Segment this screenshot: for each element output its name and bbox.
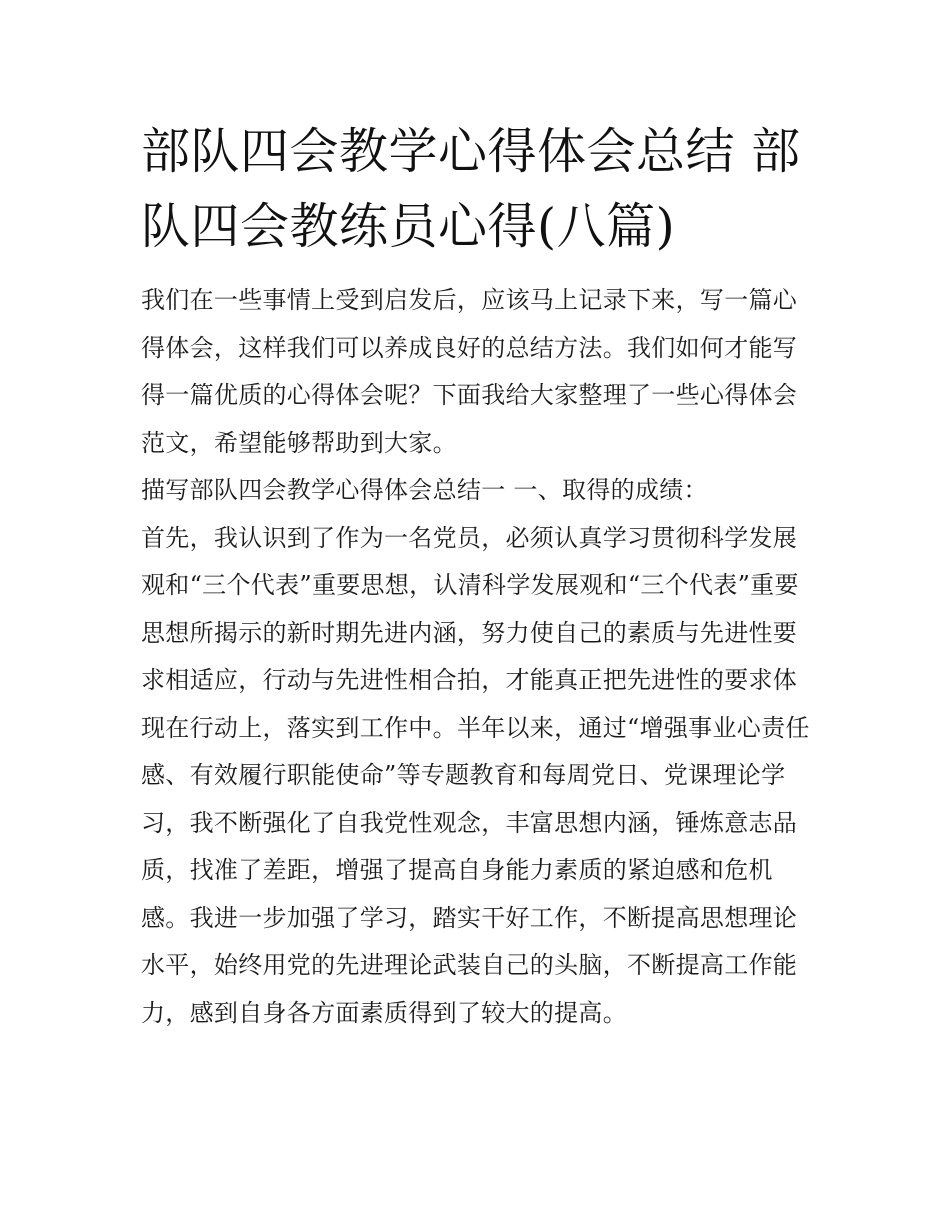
intro-paragraph: 我们在一些事情上受到启发后，应该马上记录下来，写一篇心得体会，这样我们可以养成良好的总结方法。我们如何才能写得一篇优质的心得体会呢？下面我给大家整理了一些心得体会范文，希望能够帮助到大家。 xyxy=(141,286,798,457)
section-heading-paragraph: 描写部队四会教学心得体会总结一 一、取得的成绩： xyxy=(141,476,708,504)
document-title: 部队四会教学心得体会总结 部队四会教练员心得(八篇) xyxy=(141,123,801,255)
document-body xyxy=(141,277,813,1037)
body-paragraph: 首先，我认识到了作为一名党员，必须认真学习贯彻科学发展观和“三个代表”重要思想，认清科学发展观和“三个代表”重要思想所揭示的新时期先进内涵，努力使自己的素质与先进性要求相适应，行动与先进性相合拍，才能真正把先进性的要求体现在行动上，落实到工作中。半年以来，通过“增强事业心责任感、有效履行职能使命”等专题教育和每周党日、党课理论学习，我不断强化了自我党性观念，丰富思想内涵，锤炼意志品质，找准了差距，增强了提高自身能力素质的紧迫感和危机感。我进一步加强了学习，踏实干好工作，不断提高思想理论水平，始终用党的先进理论武装自己的头脑，不断提高工作能力，感到自身各方面素质得到了较大的提高。 xyxy=(141,523,810,1027)
